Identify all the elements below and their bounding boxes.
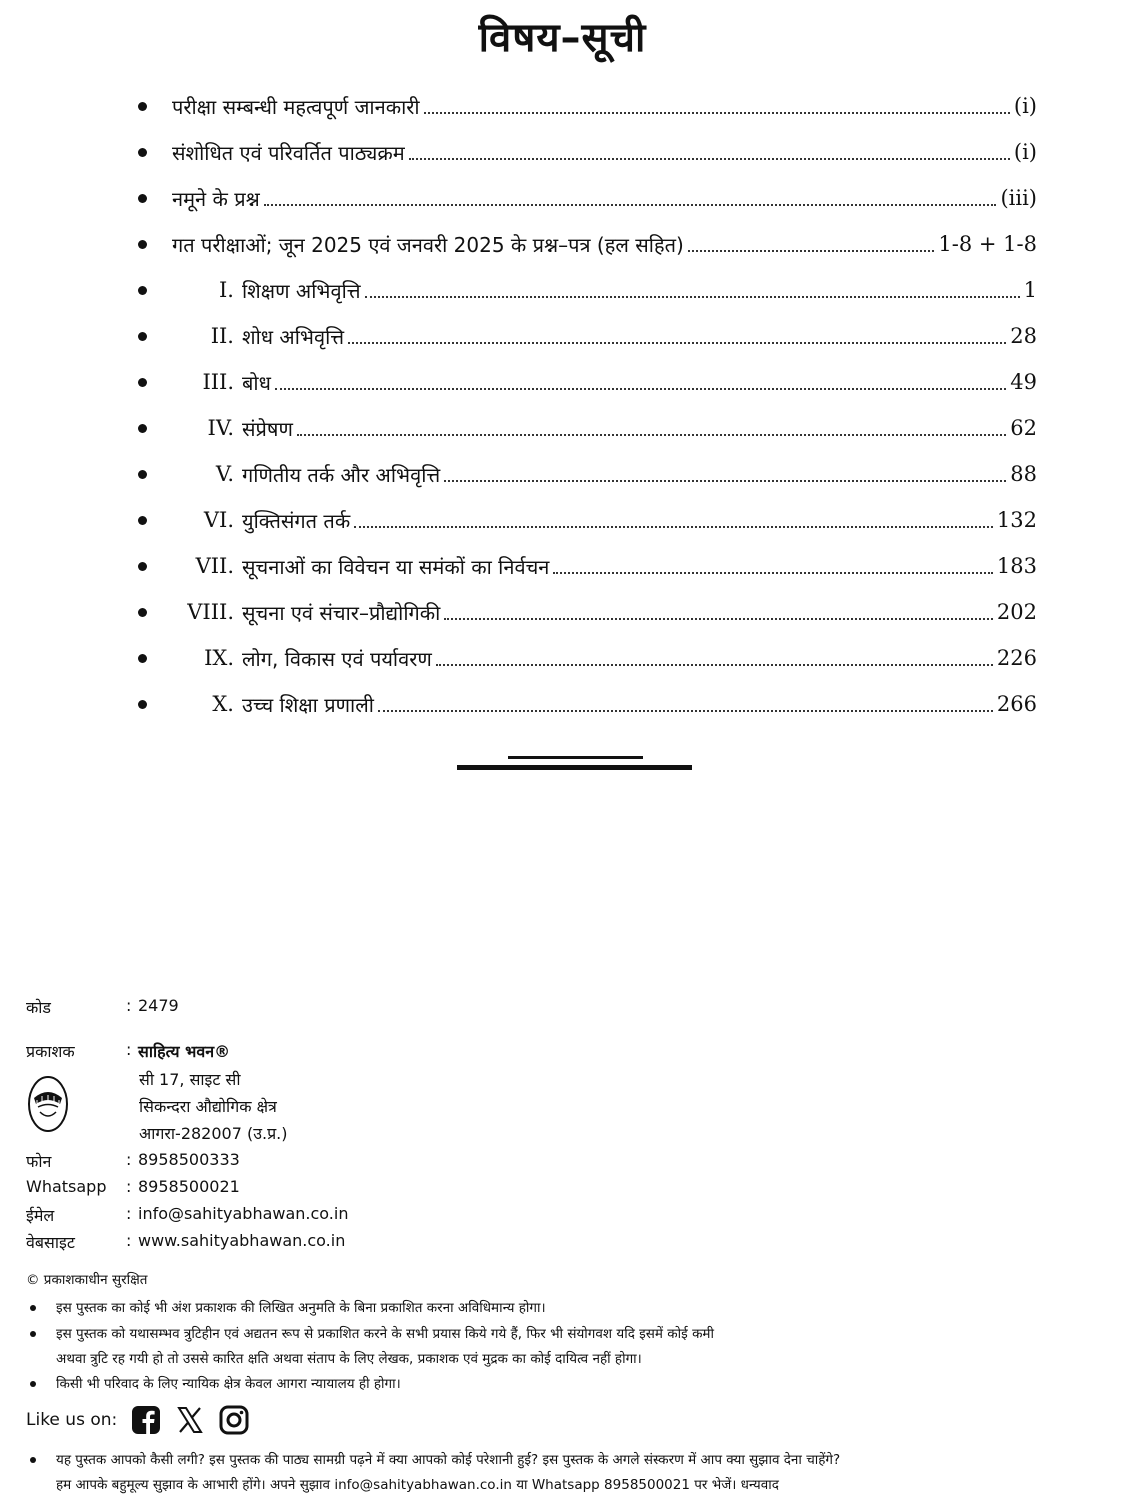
bullet-icon [138,608,147,617]
bullet-icon [30,1457,36,1463]
toc-page: 183 [996,554,1037,578]
colon: : [126,1040,132,1059]
colon: : [126,1177,132,1196]
address-line: सी 17, साइट सी [139,1070,241,1089]
colon: : [126,1150,132,1169]
contact-label: वेबसाइट [26,1233,75,1252]
toc-entry[interactable] [0,408,1125,448]
chapter-number: VI. [203,508,234,532]
end-rule-top [508,756,643,759]
contact-label: ईमेल [26,1206,55,1225]
bullet-icon [138,654,147,663]
chapter-number: II. [210,324,234,348]
toc-entry[interactable] [0,454,1125,494]
publisher-name: साहित्य भवन® [138,1042,231,1061]
x-twitter-icon[interactable] [175,1405,205,1435]
bullet-icon [138,700,147,709]
note-line: इस पुस्तक का कोई भी अंश प्रकाशक की लिखित अनुमति के बिना प्रकाशित करना अविधिमान्य होगा। [56,1300,546,1316]
bullet-icon [138,194,147,203]
toc-page: 62 [1010,416,1037,440]
bullet-icon [138,148,147,157]
dot-leader [444,466,1006,482]
bullet-icon [138,424,147,433]
page-title: विषय–सूची [478,15,647,61]
bullet-icon [138,562,147,571]
chapter-number: IX. [204,646,234,670]
note-line: इस पुस्तक को यथासम्भव त्रुटिहीन एवं अद्यतन रूप से प्रकाशित करने के सभी प्रयास किये गये हैं, फिर भी संयोगवश यदि इसमें कोई कमी [56,1326,715,1342]
bullet-icon [138,470,147,479]
end-rule-bottom [457,765,692,770]
bullet-icon [138,102,147,111]
toc-entry[interactable] [0,362,1125,402]
toc-label: संप्रेषण [242,416,293,441]
whatsapp-value: 8958500021 [138,1177,240,1196]
social-label: Like us on: [26,1410,118,1430]
code-value: 2479 [138,996,179,1015]
colon: : [126,1204,132,1223]
toc-page: (i) [1013,140,1037,164]
dot-leader [365,282,1020,298]
toc-page: 1 [1023,278,1037,302]
toc-entry[interactable] [0,316,1125,356]
toc-entry[interactable] [0,178,1125,218]
chapter-number: VIII. [187,600,234,624]
bullet-icon [30,1381,36,1387]
chapter-number: X. [212,692,234,716]
toc-entry[interactable] [0,684,1125,724]
toc-page: 266 [996,692,1037,716]
website-value[interactable]: www.sahityabhawan.co.in [138,1231,346,1250]
toc-label: लोग, विकास एवं पर्यावरण [242,646,432,671]
toc-entry[interactable] [0,500,1125,540]
chapter-number: IV. [207,416,234,440]
dot-leader [688,236,935,252]
toc-label: नमूने के प्रश्न [172,186,260,211]
toc-label: शिक्षण अभिवृत्ति [242,278,361,303]
publisher-label: प्रकाशक [26,1042,75,1061]
dot-leader [378,696,993,712]
chapter-number: III. [202,370,234,394]
toc-entry[interactable] [0,546,1125,586]
colon: : [126,1231,132,1250]
footer-line: हम आपके बहुमूल्य सुझाव के आभारी होंगे। अपने सुझाव info@sahityabhawan.co.in या Whatsapp 8958500021 पर भेजें। धन्यवाद [56,1477,779,1493]
toc-label: परीक्षा सम्बन्धी महत्वपूर्ण जानकारी [172,94,420,119]
email-value[interactable]: info@sahityabhawan.co.in [138,1204,349,1223]
dot-leader [436,650,993,666]
toc-page: 1-8 + 1-8 [938,232,1037,256]
dot-leader [424,98,1010,114]
toc-label: सूचनाओं का विवेचन या समंकों का निर्वचन [242,554,550,579]
footer-line: यह पुस्तक आपको कैसी लगी? इस पुस्तक की पाठ्य सामग्री पढ़ने में क्या आपको कोई परेशानी हुई? इस पुस्तक के अगले संस्करण में आप क्या सुझाव देना चाहेंगे? [56,1452,841,1468]
contact-label: फोन [26,1152,52,1171]
address-line: सिकन्दरा औद्योगिक क्षेत्र [139,1097,277,1116]
toc-entry[interactable] [0,270,1125,310]
contact-label: Whatsapp [26,1177,107,1196]
bullet-icon [138,378,147,387]
toc-page: 28 [1010,324,1037,348]
toc-label: संशोधित एवं परिवर्तित पाठ्यक्रम [172,140,405,165]
note-line: अथवा त्रुटि रह गयी हो तो उससे कारित क्षति अथवा संताप के लिए लेखक, प्रकाशक एवं मुद्रक का कोई दायित्व नहीं होगा। [56,1351,642,1367]
toc-page: 132 [996,508,1037,532]
phone-value: 8958500333 [138,1150,240,1169]
social-bar [26,1402,249,1438]
toc-page: 202 [996,600,1037,624]
toc-label: उच्च शिक्षा प्रणाली [242,692,374,717]
toc-label: गत परीक्षाओं; जून 2025 एवं जनवरी 2025 के प्रश्न–पत्र (हल सहित) [172,232,684,257]
instagram-icon[interactable] [219,1405,249,1435]
address-line: आगरा-282007 (उ.प्र.) [139,1124,288,1143]
toc-entry[interactable] [0,638,1125,678]
toc-page: 88 [1010,462,1037,486]
dot-leader [264,190,997,206]
bullet-icon [138,516,147,525]
toc-label: गणितीय तर्क और अभिवृत्ति [242,462,441,487]
toc-label: शोध अभिवृत्ति [242,324,345,349]
bullet-icon [138,240,147,249]
note-line: किसी भी परिवाद के लिए न्यायिक क्षेत्र केवल आगरा न्यायालय ही होगा। [56,1376,401,1392]
bullet-icon [138,286,147,295]
dot-leader [354,512,993,528]
chapter-number: V. [215,462,234,486]
toc-label: बोध [242,370,271,395]
toc-entry[interactable] [0,224,1125,264]
dot-leader [275,374,1006,390]
code-label: कोड [26,998,51,1017]
facebook-icon[interactable] [131,1405,161,1435]
publisher-logo-icon [26,1074,70,1134]
dot-leader [409,144,1010,160]
dot-leader [348,328,1006,344]
bullet-icon [30,1331,36,1337]
dot-leader [444,604,993,620]
toc-label: सूचना एवं संचार–प्रौद्योगिकी [242,600,441,625]
colon: : [126,996,132,1015]
toc-label: युक्तिसंगत तर्क [242,508,351,533]
toc-page: (iii) [1000,186,1037,210]
toc-page: (i) [1013,94,1037,118]
dot-leader [553,558,993,574]
chapter-number: VII. [195,554,234,578]
chapter-number: I. [219,278,234,302]
copyright-line: © प्रकाशकाधीन सुरक्षित [26,1272,148,1288]
toc-entry[interactable] [0,592,1125,632]
toc-entry[interactable] [0,132,1125,172]
bullet-icon [138,332,147,341]
bullet-icon [30,1305,36,1311]
dot-leader [297,420,1006,436]
toc-page: 226 [996,646,1037,670]
toc-entry[interactable] [0,86,1125,126]
toc-page: 49 [1010,370,1037,394]
